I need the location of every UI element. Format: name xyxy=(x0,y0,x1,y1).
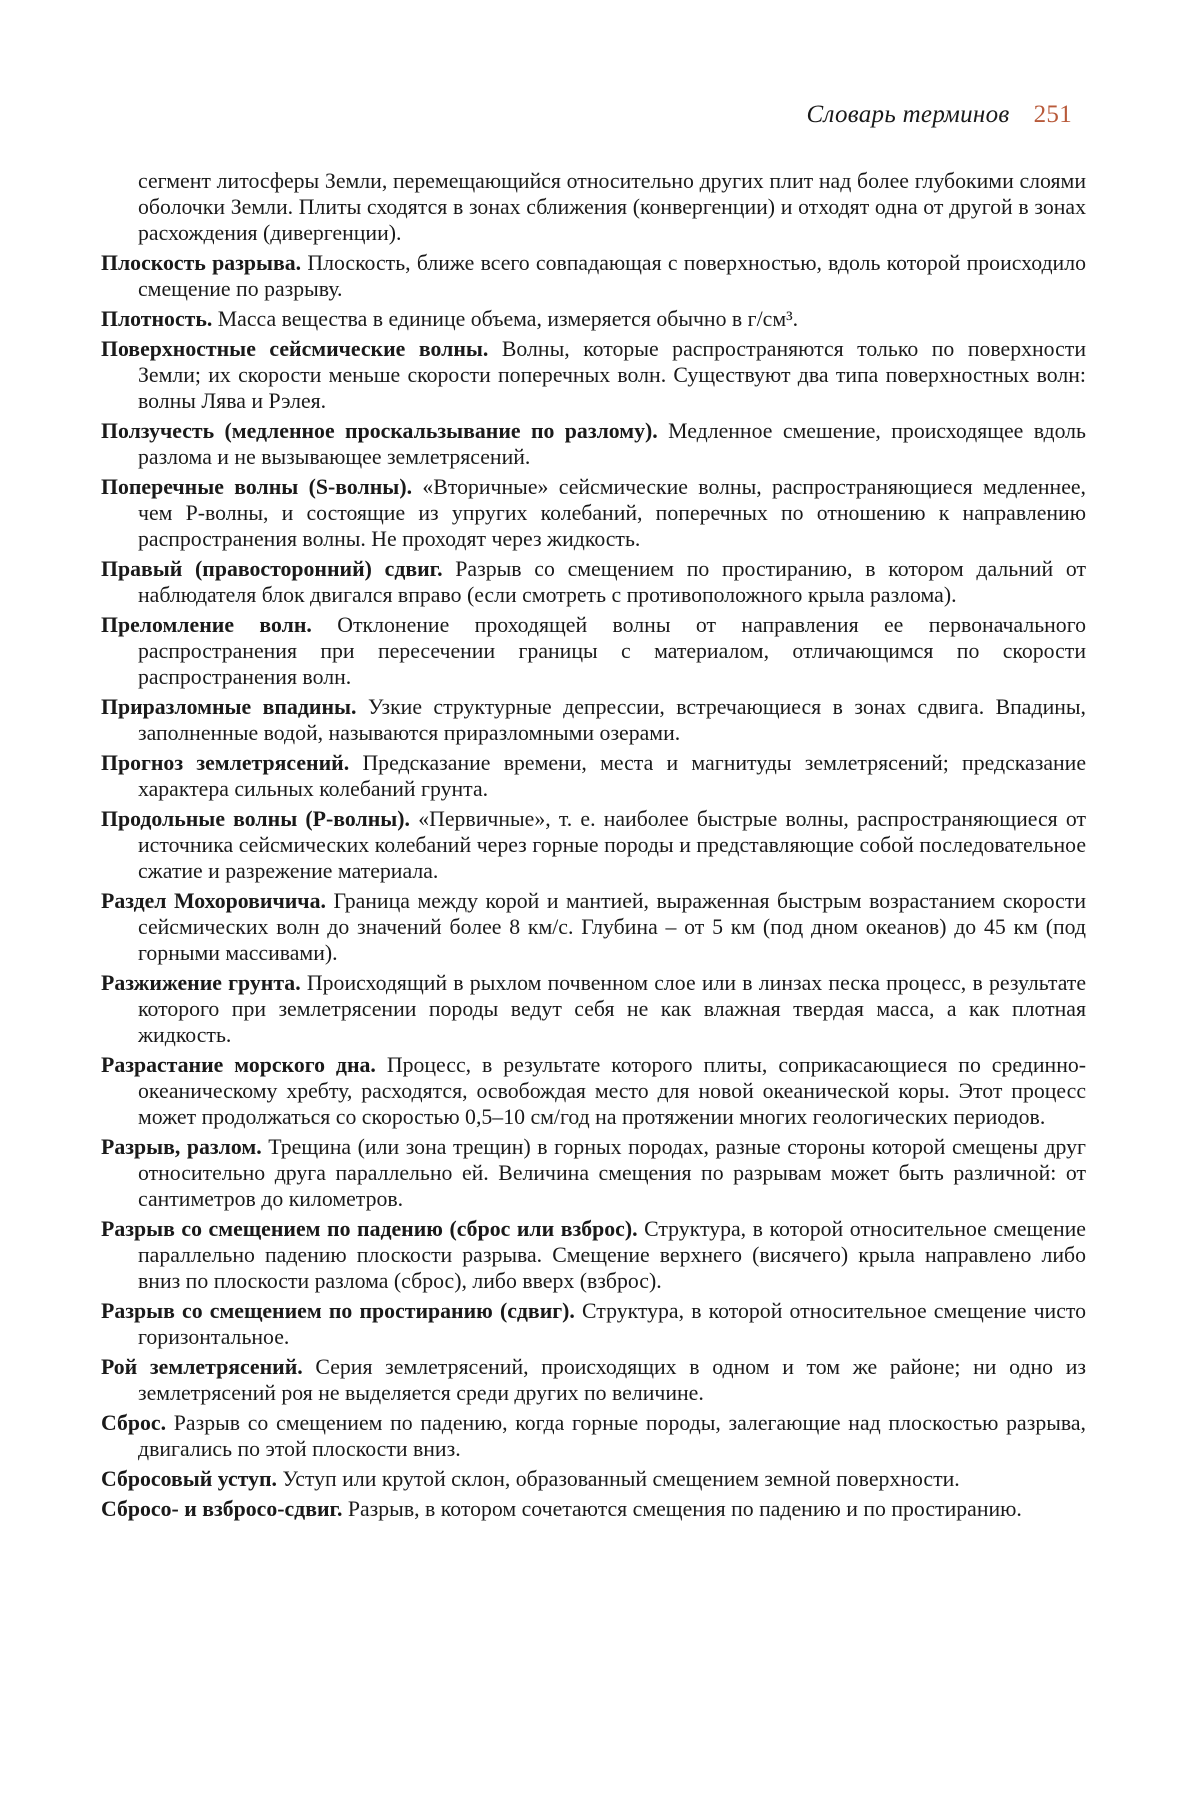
glossary-definition: Структура, в которой относительное смещение параллельно падению плоскости разрыва. Смещение верхнего (висячего) крыла направлено либо вниз по плоскости разлома (сброс), либо вверх (взброс). xyxy=(138,1217,1086,1293)
glossary-definition: Предсказание времени, места и магнитуды землетрясений; предсказание характера сильных колебаний грунта. xyxy=(138,751,1086,801)
glossary-text xyxy=(101,168,1086,1526)
glossary-entry xyxy=(101,1354,1086,1406)
glossary-entry xyxy=(101,418,1086,470)
glossary-definition: Масса вещества в единице объема, измеряется обычно в г/см³. xyxy=(217,307,799,331)
glossary-term: Разжижение грунта. xyxy=(101,971,301,995)
glossary-definition: Серия землетрясений, происходящих в одном и том же районе; ни одно из землетрясений роя не выделяется среди других по величине. xyxy=(138,1355,1086,1405)
glossary-definition: Разрыв со смещением по простиранию, в котором дальний от наблюдателя блок двигался вправо (если смотреть с противоположного крыла разлома). xyxy=(138,557,1086,607)
continued-entry-text: сегмент литосферы Земли, перемещающийся относительно других плит над более глубокими слоями оболочки Земли. Плиты сходятся в зонах сближения (конвергенции) и отходят одна от другой в зонах расхождения (дивергенции). xyxy=(138,169,1086,245)
glossary-term: Раздел Мохоровичича. xyxy=(101,889,326,913)
running-head xyxy=(806,100,1072,130)
glossary-term: Продольные волны (P-волны). xyxy=(101,807,410,831)
glossary-entry xyxy=(101,612,1086,690)
glossary-term: Плоскость разрыва. xyxy=(101,251,302,275)
glossary-entry xyxy=(101,1216,1086,1294)
glossary-entry xyxy=(101,888,1086,966)
glossary-term: Ползучесть (медленное проскальзывание по разлому). xyxy=(101,419,658,443)
glossary-entry xyxy=(101,1134,1086,1212)
glossary-definition: Волны, которые распространяются только по поверхности Земли; их скорости меньше скорости поперечных волн. Существуют два типа поверхностных волн: волны Лява и Рэлея. xyxy=(138,337,1086,413)
glossary-entry xyxy=(101,1298,1086,1350)
glossary-entry xyxy=(101,1052,1086,1130)
glossary-entry xyxy=(101,1496,1086,1522)
glossary-definition: Граница между корой и мантией, выраженная быстрым возрастанием скорости сейсмических волн до значений более 8 км/с. Глубина – от 5 км (под дном океанов) до 45 км (под горными массивами). xyxy=(138,889,1087,965)
glossary-definition: Процесс, в результате которого плиты, соприкасающиеся по срединно-океаническому хребту, расходятся, освобождая место для новой океанической коры. Этот процесс может продолжаться со скоростью 0,5–10 см/год на протяжении многих геологических периодов. xyxy=(138,1053,1087,1129)
glossary-entry xyxy=(101,750,1086,802)
glossary-entry xyxy=(101,556,1086,608)
glossary-definition: Узкие структурные депрессии, встречающиеся в зонах сдвига. Впадины, заполненные водой, называются приразломными озерами. xyxy=(138,695,1086,745)
glossary-term: Поверхностные сейсмические волны. xyxy=(101,337,489,361)
glossary-definition: «Первичные», т. е. наиболее быстрые волны, распространяющиеся от источника сейсмических колебаний через горные породы и представляющие собой последовательное сжатие и разрежение материала. xyxy=(138,807,1086,883)
glossary-term: Плотность. xyxy=(101,307,213,331)
glossary-term: Преломление волн. xyxy=(101,613,312,637)
glossary-definition: «Вторичные» сейсмические волны, распространяющиеся медленнее, чем P-волны, и состоящие из упругих колебаний, поперечных по отношению к направлению распространения волны. Не проходят через жидкость. xyxy=(138,475,1086,551)
glossary-term: Сброс. xyxy=(101,1411,167,1435)
glossary-definition: Структура, в которой относительное смещение чисто горизонтальное. xyxy=(138,1299,1087,1349)
glossary-term: Прогноз землетрясений. xyxy=(101,751,350,775)
glossary-definition: Медленное смешение, происходящее вдоль разлома и не вызывающее землетрясений. xyxy=(138,419,1087,469)
page-number: 251 xyxy=(1033,101,1072,128)
glossary-entry xyxy=(101,694,1086,746)
glossary-definition: Плоскость, ближе всего совпадающая с поверхностью, вдоль которой происходило смещение по разрыву. xyxy=(138,251,1086,301)
glossary-definition: Разрыв, в котором сочетаются смещения по падению и по простиранию. xyxy=(347,1497,1022,1521)
glossary-term: Приразломные впадины. xyxy=(101,695,357,719)
glossary-definition: Трещина (или зона трещин) в горных породах, разные стороны которой смещены друг относительно друга параллельно ей. Величина смещения по разрывам может быть различной: от сантиметров до километров. xyxy=(138,1135,1086,1211)
glossary-entry xyxy=(101,970,1086,1048)
glossary-term: Сбросовый уступ. xyxy=(101,1467,277,1491)
glossary-term: Рой землетрясений. xyxy=(101,1355,303,1379)
running-head-title: Словарь терминов xyxy=(806,101,1010,128)
glossary-definition: Происходящий в рыхлом почвенном слое или в линзах песка процесс, в результате которого при землетрясении породы ведут себя не как влажная твердая масса, а как плотная жидкость. xyxy=(138,971,1087,1047)
glossary-entry xyxy=(101,306,1086,332)
glossary-entry xyxy=(101,474,1086,552)
glossary-entry xyxy=(101,1466,1086,1492)
glossary-entry xyxy=(101,250,1086,302)
glossary-term: Разрыв со смещением по падению (сброс или взброс). xyxy=(101,1217,638,1241)
glossary-term: Поперечные волны (S-волны). xyxy=(101,475,413,499)
glossary-term: Правый (правосторонний) сдвиг. xyxy=(101,557,443,581)
glossary-term: Разрыв со смещением по простиранию (сдвиг). xyxy=(101,1299,575,1323)
glossary-term: Разрастание морского дна. xyxy=(101,1053,376,1077)
glossary-definition: Уступ или крутой склон, образованный смещением земной поверхности. xyxy=(282,1467,960,1491)
glossary-definition: Разрыв со смещением по падению, когда горные породы, залегающие над плоскостью разрыва, двигались по этой плоскости вниз. xyxy=(138,1411,1086,1461)
glossary-definition: Отклонение проходящей волны от направления ее первоначального распространения при пересечении границы с материалом, отличающимся по скорости распространения волн. xyxy=(138,613,1086,689)
glossary-term: Разрыв, разлом. xyxy=(101,1135,262,1159)
glossary-entry xyxy=(101,806,1086,884)
glossary-entry xyxy=(101,336,1086,414)
glossary-entry xyxy=(101,1410,1086,1462)
glossary-term: Сбросо- и взбросо-сдвиг. xyxy=(101,1497,343,1521)
